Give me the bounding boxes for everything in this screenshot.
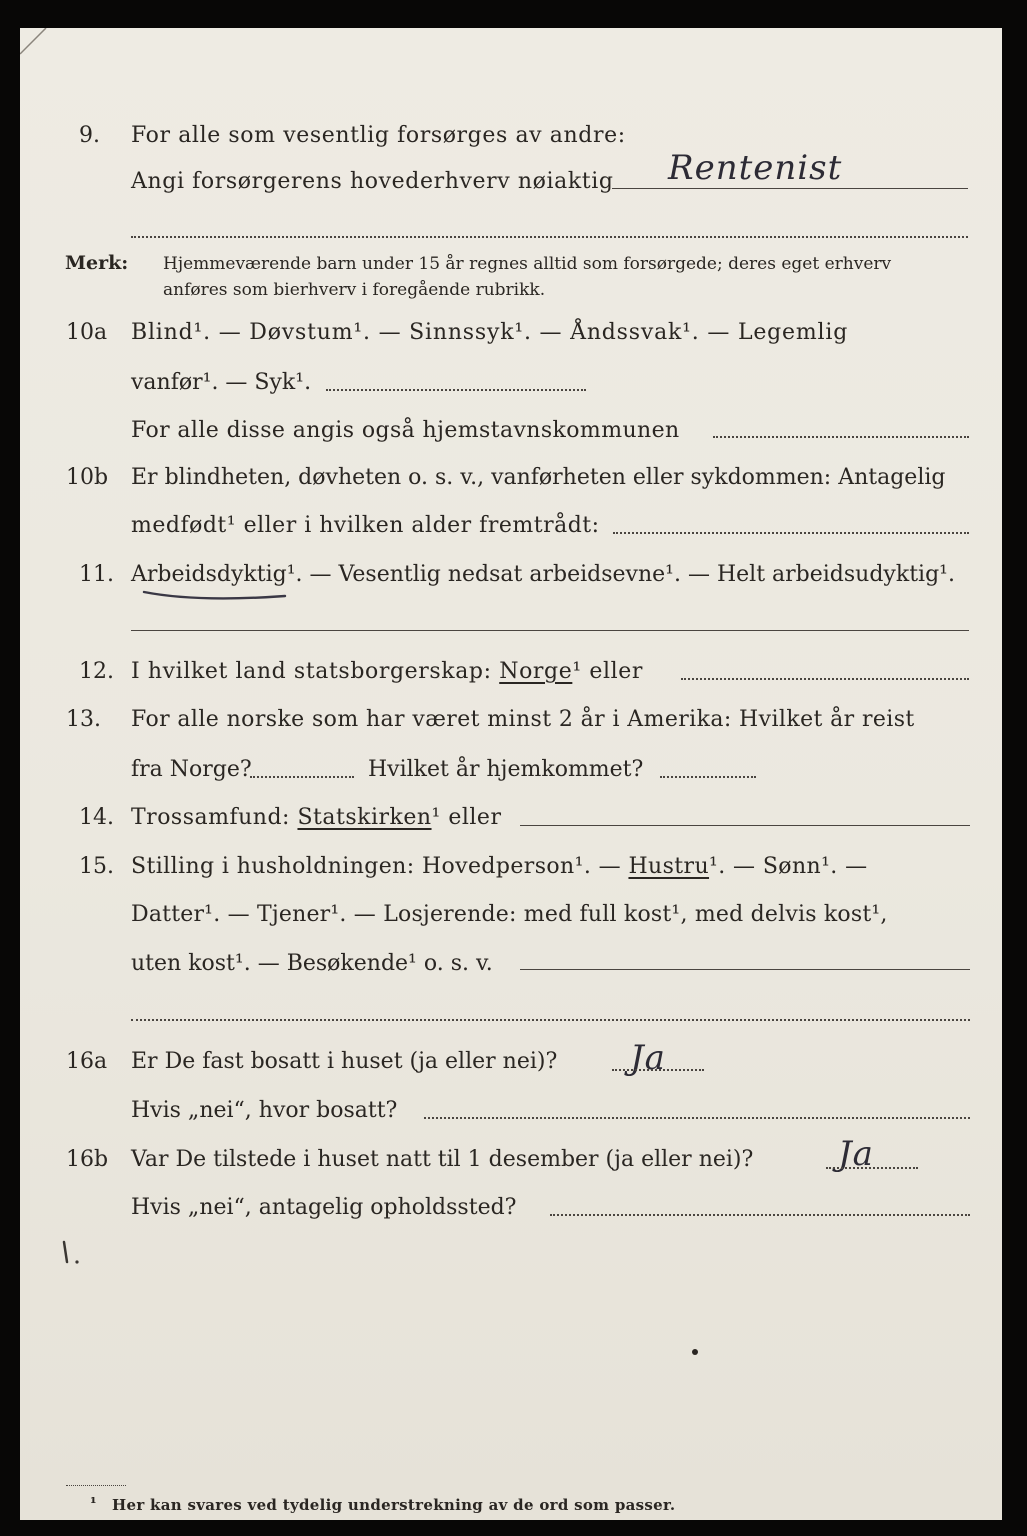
ink-dot (690, 1347, 700, 1357)
q9-number: 9. (79, 123, 100, 148)
q16b-line2: Hvis „nei“, antagelig opholdssted? (131, 1195, 517, 1220)
q10a-line2-fill (326, 389, 586, 391)
q9-handwritten-answer: Rentenist (668, 148, 843, 188)
footnote-separator (66, 1485, 126, 1486)
q11-rest: ¹. — Vesentlig nedsat arbeidsevne¹. — Helt arbeidsudyktig¹. (286, 562, 955, 587)
q13-line2b: Hvilket år hjemkommet? (368, 757, 644, 782)
q14-number: 14. (79, 805, 114, 830)
footnote-mark: ¹ (90, 1494, 97, 1512)
q16a-fill (612, 1069, 704, 1071)
scan-border-top (0, 0, 1027, 28)
q9-continuation-line (131, 236, 968, 238)
scan-border-bottom (0, 1520, 1027, 1536)
q10a-line3: For alle disse angis også hjemstavnskommunen (131, 418, 680, 443)
q12-number: 12. (79, 659, 114, 684)
q11-option-arbeidsdyktig[interactable]: Arbeidsdyktig (131, 562, 287, 587)
merk-label: Merk: (65, 252, 129, 274)
q9-line2: Angi forsørgerens hovederhverv nøiaktig (131, 169, 614, 194)
q15-line1a: Stilling i husholdningen: Hovedperson¹. — (131, 854, 622, 879)
q15-line3: uten kost¹. — Besøkende¹ o. s. v. (131, 951, 493, 976)
footnote-text: Her kan svares ved tydelig understrekning av de ord som passer. (112, 1496, 676, 1514)
q14-prefix: Trossamfund: (131, 805, 290, 830)
q16b-handwritten-answer: Ja (838, 1134, 874, 1174)
q16a-number: 16a (66, 1049, 108, 1074)
q14-line (131, 803, 501, 833)
q11-continuation-line (131, 630, 969, 631)
q15-fill (520, 969, 970, 970)
q15-line1 (131, 852, 868, 882)
q14-option-statskirken[interactable]: Statskirken (297, 805, 432, 830)
q16a-line2-fill (424, 1117, 970, 1119)
folded-corner-mark (20, 28, 50, 58)
q16a-handwritten-answer: Ja (630, 1038, 666, 1078)
merk-line2: anføres som bierhverv i foregående rubrikk. (163, 280, 546, 300)
q11-number: 11. (79, 562, 114, 587)
q16b-number: 16b (66, 1147, 109, 1172)
q16b-line2-fill (550, 1214, 970, 1216)
scan-border-right (1002, 0, 1027, 1536)
q9-answer-line (612, 188, 968, 189)
q10b-line1: Er blindheten, døvheten o. s. v., vanførheten eller sykdommen: Antagelig (131, 465, 946, 490)
q15-option-hustru[interactable]: Hustru (628, 854, 710, 879)
ink-mark-left (60, 1238, 84, 1268)
q10a-line1: Blind¹. — Døvstum¹. — Sinnssyk¹. — Åndssvak¹. — Legemlig (131, 320, 849, 345)
q16a-line1: Er De fast bosatt i huset (ja eller nei)? (131, 1049, 558, 1074)
q12-line (131, 657, 643, 687)
q12-prefix: I hvilket land statsborgerskap: (131, 659, 492, 684)
q10b-line2-fill (613, 532, 969, 534)
q15-line2: Datter¹. — Tjener¹. — Losjerende: med full kost¹, med delvis kost¹, (131, 902, 888, 927)
q10a-line2: vanfør¹. — Syk¹. (131, 370, 312, 395)
q13-number: 13. (66, 707, 101, 732)
q10b-number: 10b (66, 465, 109, 490)
q13-line2a: fra Norge? (131, 757, 252, 782)
q13-hjemkommet-fill (660, 776, 756, 778)
scan-border-left (0, 0, 20, 1536)
q15-continuation-line (131, 1019, 970, 1021)
q14-suffix: ¹ eller (431, 805, 502, 830)
q10b-line2: medfødt¹ eller i hvilken alder fremtrådt: (131, 513, 600, 538)
q16b-line1: Var De tilstede i huset natt til 1 desember (ja eller nei)? (131, 1147, 754, 1172)
merk-line1: Hjemmeværende barn under 15 år regnes alltid som forsørgede; deres eget erhverv (163, 254, 892, 274)
q14-fill (520, 825, 970, 826)
q15-number: 15. (79, 854, 114, 879)
q10a-line3-fill (713, 436, 969, 438)
q11-handwritten-underline (140, 586, 290, 604)
q13-reist-fill (250, 776, 354, 778)
q12-suffix: ¹ eller (572, 659, 643, 684)
q10a-number: 10a (66, 320, 108, 345)
q16a-line2: Hvis „nei“, hvor bosatt? (131, 1098, 398, 1123)
q15-line1b: ¹. — Sønn¹. — (709, 854, 868, 879)
q13-line1: For alle norske som har været minst 2 år i Amerika: Hvilket år reist (131, 707, 915, 732)
q9-line1: For alle som vesentlig forsørges av andre: (131, 123, 626, 148)
q12-fill (681, 678, 969, 680)
q12-option-norge[interactable]: Norge (499, 659, 573, 684)
q16b-fill (826, 1167, 918, 1169)
